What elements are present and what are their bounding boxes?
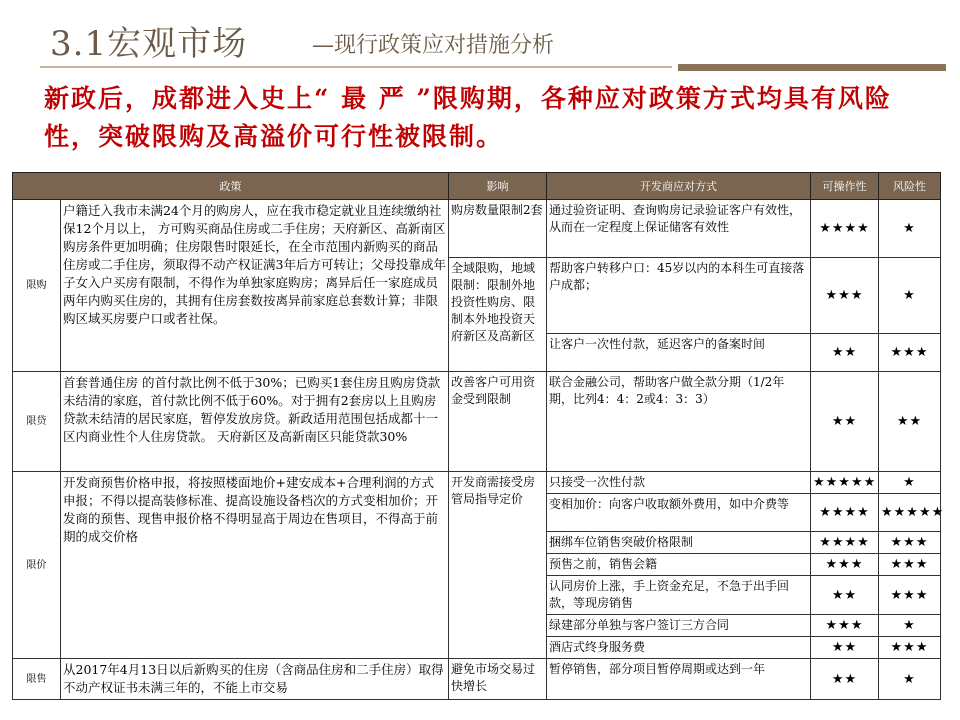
category-cell: 限贷 xyxy=(13,372,61,472)
category-cell: 限价 xyxy=(13,472,61,659)
category-cell: 限售 xyxy=(13,659,61,700)
impact-cell: 改善客户可用资金受到限制 xyxy=(449,372,547,472)
policy-cell: 首套普通住房 的首付款比例不低于30%；已购买1套住房且购房贷款未结清的家庭，首付款比例不低于60%。对于拥有2套房以上且购房贷款未结清的居民家庭，暂停发放房贷。新政适用范围包括成都十一区内商业性个人住房贷款。 天府新区及高新南区只能贷款30% xyxy=(61,372,449,472)
risk-rating: ★ xyxy=(879,258,941,334)
measure-cell: 变相加价：向客户收取额外费用，如中介费等 xyxy=(547,494,811,532)
measure-cell: 通过验资证明、查询购房记录验证客户有效性，从而在一定程度上保证储客有效性 xyxy=(547,200,811,258)
risk-rating: ★★★ xyxy=(879,554,941,576)
operability-rating: ★★ xyxy=(811,334,879,372)
operability-rating: ★★★★ xyxy=(811,494,879,532)
table-row xyxy=(13,659,941,700)
measure-cell: 认同房价上涨，手上资金充足，不急于出手回款，等现房销售 xyxy=(547,576,811,615)
measure-cell: 联合金融公司，帮助客户做全款分期（1/2年期，比列4：4：2或4：3：3） xyxy=(547,372,811,472)
slide-title xyxy=(40,10,920,72)
impact-cell: 开发商需接受房管局指导定价 xyxy=(449,472,547,659)
operability-rating: ★★★★ xyxy=(811,532,879,554)
risk-rating: ★ xyxy=(879,200,941,258)
headline: 新政后，成都进入史上“ 最 严 ”限购期，各种应对政策方式均具有风险性，突破限购及高溢价可行性被限制。 xyxy=(44,84,892,151)
risk-rating: ★★ xyxy=(879,372,941,472)
title-accent-bar xyxy=(678,64,946,71)
table-row xyxy=(13,472,941,494)
policy-cell: 开发商预售价格申报，将按照楼面地价+建安成本+合理利润的方式申报；不得以提高装修标准、提高设施设备档次的方式变相加价；开发商的预售、现售申报价格不得明显高于周边在售项目，不得高于前期的成交价格 xyxy=(61,472,449,659)
operability-rating: ★★★★★ xyxy=(811,472,879,494)
measure-cell: 预售之前，销售会籍 xyxy=(547,554,811,576)
table-row xyxy=(13,372,941,472)
risk-rating: ★★★ xyxy=(879,637,941,659)
impact-cell: 全域限购，地域限制：限制外地 投资性购房、限 制本外地投资天 府新区及高新区 xyxy=(449,258,547,372)
impact-cell: 避免市场交易过快增长 xyxy=(449,659,547,700)
measure-cell: 绿建部分单独与客户签订三方合同 xyxy=(547,615,811,637)
impact-cell: 购房数量限制2套 xyxy=(449,200,547,258)
page-title: 3.1宏观市场 xyxy=(50,24,248,64)
measure-cell: 酒店式终身服务费 xyxy=(547,637,811,659)
header-risk: 风险性 xyxy=(879,173,941,200)
header-operability: 可操作性 xyxy=(811,173,879,200)
operability-rating: ★★ xyxy=(811,372,879,472)
measure-cell: 暂停销售，部分项目暂停周期或达到一年 xyxy=(547,659,811,700)
operability-rating: ★★ xyxy=(811,637,879,659)
operability-rating: ★★ xyxy=(811,576,879,615)
operability-rating: ★★★ xyxy=(811,554,879,576)
operability-rating: ★★★ xyxy=(811,258,879,334)
title-divider xyxy=(40,66,672,68)
risk-rating: ★★★ xyxy=(879,334,941,372)
header-policy: 政策 xyxy=(13,173,449,200)
header-measure: 开发商应对方式 xyxy=(547,173,811,200)
operability-rating: ★★ xyxy=(811,659,879,700)
risk-rating: ★★★ xyxy=(879,576,941,615)
table-row xyxy=(13,200,941,258)
risk-rating: ★★★ xyxy=(879,532,941,554)
operability-rating: ★★★★ xyxy=(811,200,879,258)
measure-cell: 帮助客户转移户口：45岁以内的本科生可直接落户成都； xyxy=(547,258,811,334)
risk-rating: ★★★★★ xyxy=(879,494,941,532)
risk-rating: ★ xyxy=(879,659,941,700)
risk-rating: ★ xyxy=(879,615,941,637)
measure-cell: 让客户一次性付款，延迟客户的备案时间 xyxy=(547,334,811,372)
policy-cell: 从2017年4月13日以后新购买的住房（含商品住房和二手住房）取得不动产权证书未满三年的，不能上市交易 xyxy=(61,659,449,700)
page-subtitle: —现行政策应对措施分析 xyxy=(312,33,555,58)
table-header-row xyxy=(13,173,941,200)
measure-cell: 捆绑车位销售突破价格限制 xyxy=(547,532,811,554)
operability-rating: ★★★ xyxy=(811,615,879,637)
policy-cell: 户籍迁入我市未满24个月的购房人，应在我市稳定就业且连续缴纳社保12个月以上， 方可购买商品住房或二手住房；天府新区、高新南区购房条件更加明确；住房限售时限延长，在全市范围内新购买的商品住房或二手住房，须取得不动产权证满3年后方可转让；父母投靠成年子女入户买房有限制，不得作为单独家庭购房；离异后任一家庭成员两年内购买住房的，其拥有住房套数按离异前家庭总套数计算；非限购区域买房要户口或者社保。 xyxy=(61,200,449,372)
measure-cell: 只接受一次性付款 xyxy=(547,472,811,494)
category-cell: 限购 xyxy=(13,200,61,372)
risk-rating: ★ xyxy=(879,472,941,494)
header-impact: 影响 xyxy=(449,173,547,200)
policy-table xyxy=(12,172,945,700)
